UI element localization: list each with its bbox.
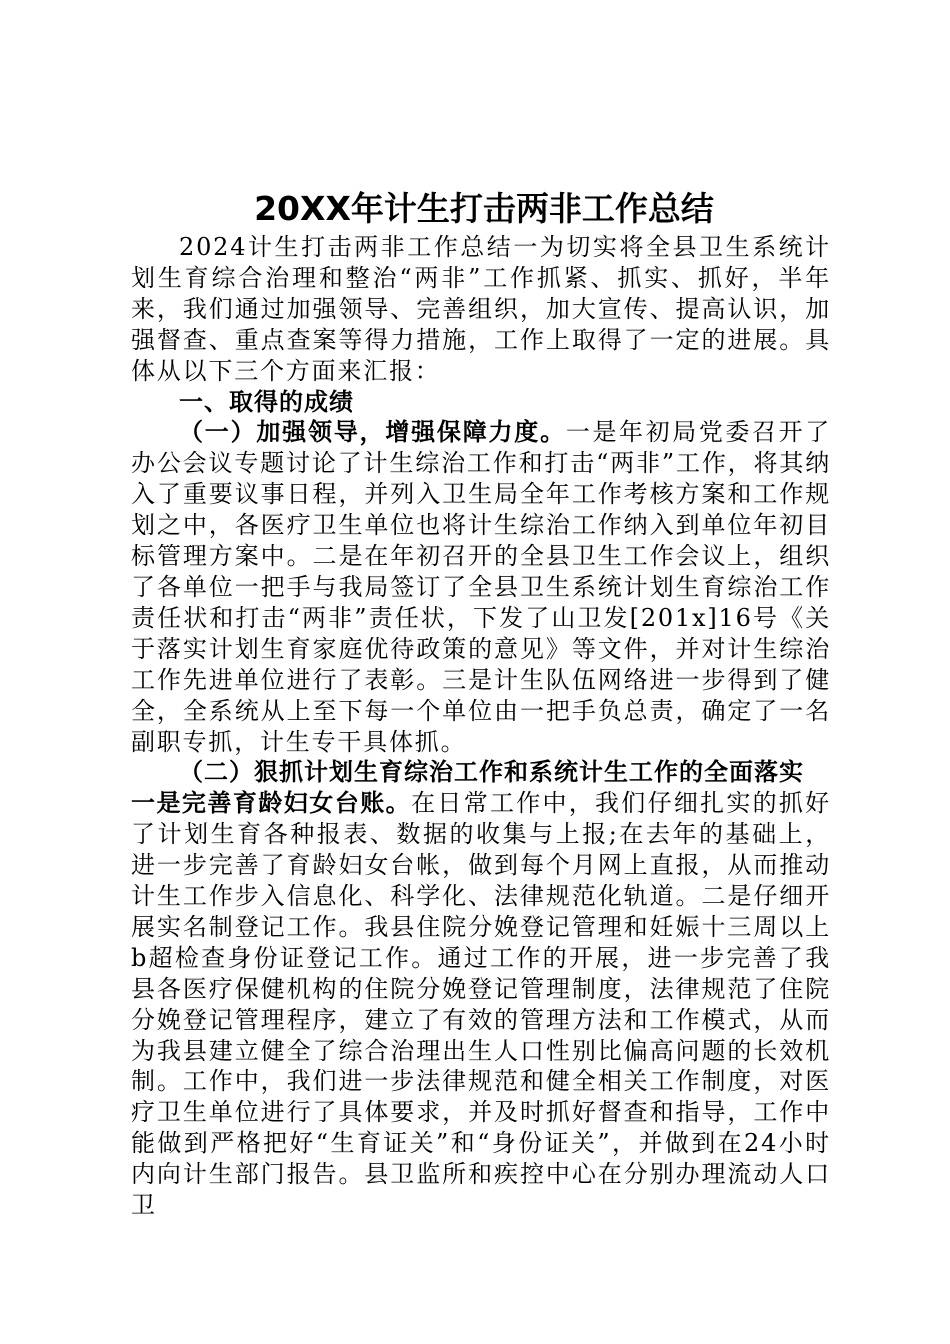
subsection-2-lead: 一是完善育龄妇女台账。 bbox=[131, 789, 412, 818]
document-page bbox=[131, 186, 831, 1221]
subsection-2-heading: （二）狠抓计划生育综治工作和系统计生工作的全面落实 bbox=[179, 758, 804, 787]
intro-paragraph: 2024计生打击两非工作总结一为切实将全县卫生系统计划生育综合治理和整治“两非”工作抓紧、抓实、抓好，半年来，我们通过加强领导、完善组织，加大宣传、提高认识，加强督查、重点查案等得力措施，工作上取得了一定的进展。具体从以下三个方面来汇报： bbox=[131, 233, 831, 385]
subsection-2-paragraph bbox=[131, 788, 831, 1221]
subsection-2-body: 在日常工作中，我们仔细扎实的抓好了计划生育各种报表、数据的收集与上报;在去年的基础上，进一步完善了育龄妇女台帐，做到每个月网上直报，从而推动计生工作步入信息化、科学化、法律规范化轨道。二是仔细开展实名制登记工作。我县住院分娩登记管理和妊娠十三周以上b超检查身份证登记工作。通过工作的开展，进一步完善了我县各医疗保健机构的住院分娩登记管理制度，法律规范了住院分娩登记管理程序，建立了有效的管理方法和工作模式，从而为我县建立健全了综合治理出生人口性别比偏高问题的长效机制。工作中，我们进一步法律规范和健全相关工作制度，对医疗卫生单位进行了具体要求，并及时抓好督查和指导，工作中能做到严格把好“生育证关”和“身份证关”，并做到在24小时内向计生部门报告。县卫监所和疾控中心在分别办理流动人口卫 bbox=[131, 789, 831, 1220]
subsection-1-heading: （一）加强领导，增强保障力度。 bbox=[179, 418, 566, 447]
subsection-1-paragraph bbox=[131, 417, 831, 757]
subsection-1-body: 一是年初局党委召开了办公会议专题讨论了计生综治工作和打击“两非”工作，将其纳入了重要议事日程，并列入卫生局全年工作考核方案和工作规划之中，各医疗卫生单位也将计生综治工作纳入到单位年初目标管理方案中。二是在年初召开的全县卫生工作会议上，组织了各单位一把手与我局签订了全县卫生系统计划生育综治工作责任状和打击“两非”责任状，下发了山卫发[201x]16号《关于落实计划生育家庭优待政策的意见》等文件，并对计生综治工作先进单位进行了表彰。三是计生队伍网络进一步得到了健全，全系统从上至下每一个单位由一把手负总责，确定了一名副职专抓，计生专干具体抓。 bbox=[131, 418, 831, 756]
section-heading-achievements: 一、取得的成绩 bbox=[179, 387, 354, 416]
document-title: 20XX年计生打击两非工作总结 bbox=[254, 189, 714, 228]
